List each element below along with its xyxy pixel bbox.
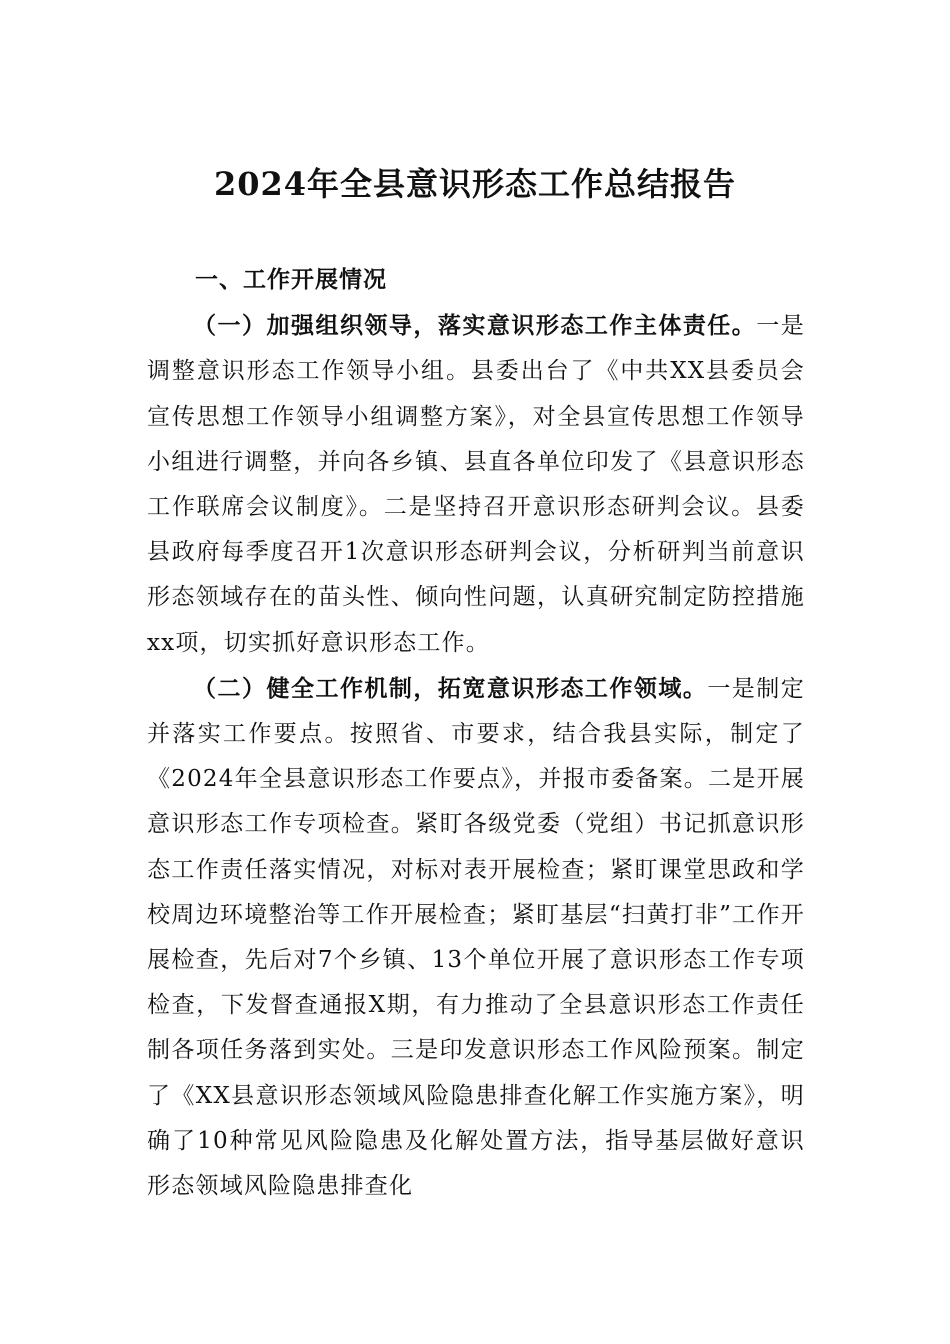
paragraph-2-text: 一是制定并落实工作要点。按照省、市要求，结合我县实际，制定了《2024年全县意识形态工作要点》，并报市委备案。二是开展意识形态工作专项检查。紧盯各级党委（党组）书记抓意识形态工作责任落实情况，对标对表开展检查；紧盯课堂思政和学校周边环境整治等工作开展检查；紧盯基层“扫黄打非”工作开展检查，先后对7个乡镇、13个单位开展了意识形态工作专项检查，下发督查通报X期，有力推动了全县意识形态工作责任制各项任务落到实处。三是印发意识形态工作风险预案。制定了《XX县意识形态领域风险隐患排查化解工作实施方案》，明确了10种常见风险隐患及化解处置方法，指导基层做好意识形态领域风险隐患排查化 <box>147 675 805 1200</box>
section-heading: 一、工作开展情况 <box>195 267 387 293</box>
paragraph-2 <box>147 666 805 1209</box>
paragraph-1-lead: （一）加强组织领导，落实意识形态工作主体责任。 <box>193 312 757 340</box>
paragraph-1 <box>147 303 805 666</box>
document-title: 2024年全县意识形态工作总结报告 <box>213 165 737 203</box>
paragraph-1-text: 一是调整意识形态工作领导小组。县委出台了《中共XX县委员会宣传思想工作领导小组调整方案》，对全县宣传思想工作领导小组进行调整，并向各乡镇、县直各单位印发了《县意识形态工作联席会议制度》。二是坚持召开意识形态研判会议。县委县政府每季度召开1次意识形态研判会议，分析研判当前意识形态领域存在的苗头性、倾向性问题，认真研究制定防控措施xx项，切实抓好意识形态工作。 <box>147 313 805 656</box>
paragraph-2-lead: （二）健全工作机制，拓宽意识形态工作领域。 <box>193 674 708 702</box>
document-body <box>147 258 805 1209</box>
